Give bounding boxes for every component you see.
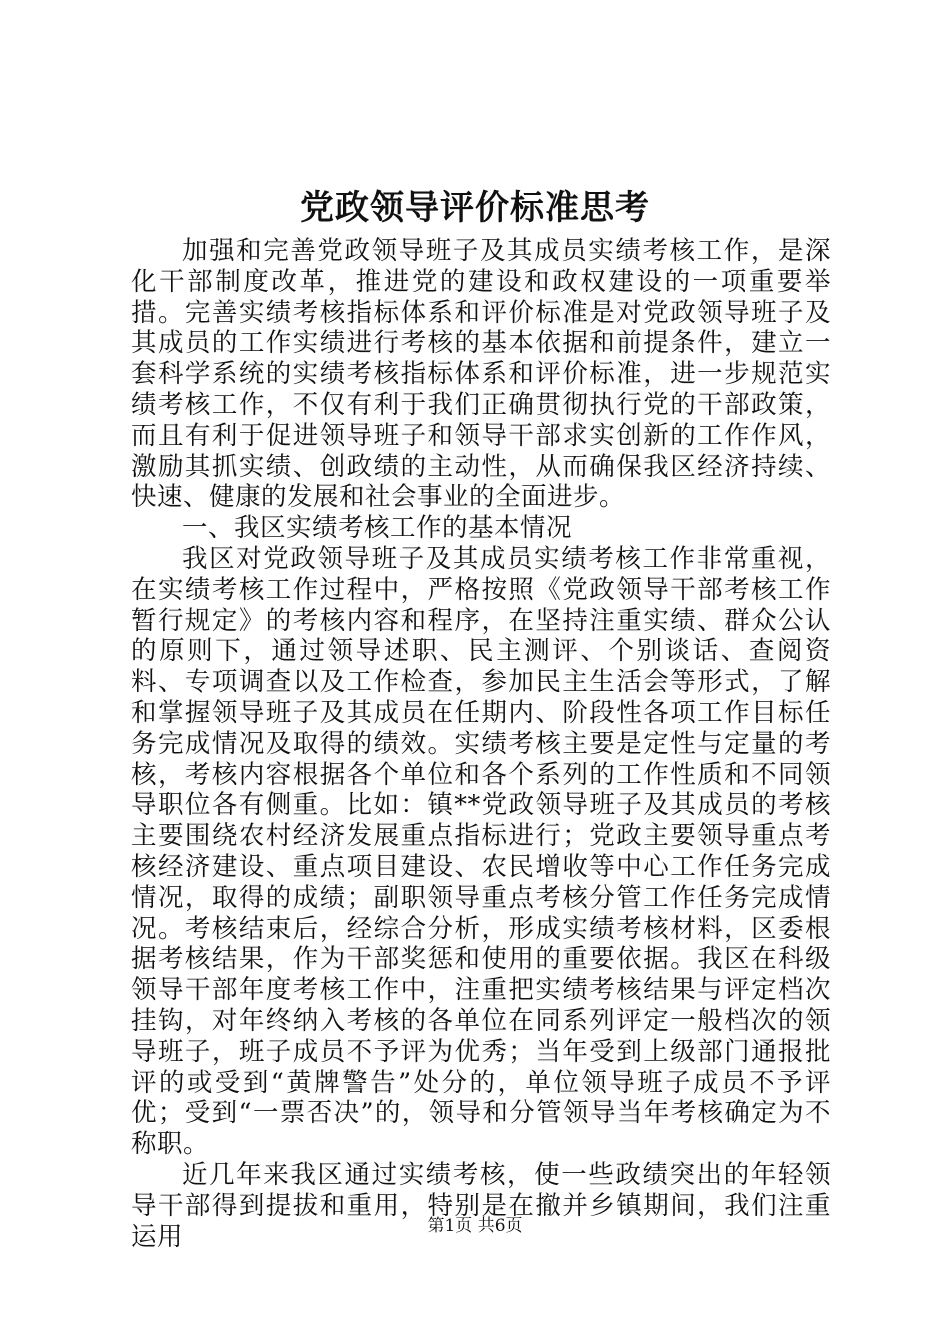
document-title: 党政领导评价标准思考	[300, 188, 650, 228]
body-paragraph: 我区对党政领导班子及其成员实绩考核工作非常重视，在实绩考核工作过程中，严格按照《党政领导干部考核工作暂行规定》的考核内容和程序，在坚持注重实绩、群众公认的原则下，通过领导述职、民主测评、个别谈话、查阅资料、专项调查以及工作检查，参加民主生活会等形式，了解和掌握领导班子及其成员在任期内、阶段性各项工作目标任务完成情况及取得的绩效。实绩考核主要是定性与定量的考核，考核内容根据各个单位和各个系列的工作性质和不同领导职位各有侧重。比如：镇**党政领导班子及其成员的考核主要围绕农村经济发展重点指标进行；党政主要领导重点考核经济建设、重点项目建设、农民增收等中心工作任务完成情况，取得的成绩；副职领导重点考核分管工作任务完成情况。考核结束后，经综合分析，形成实绩考核材料，区委根据考核结果，作为干部奖惩和使用的重要依据。我区在科级领导干部年度考核工作中，注重把实绩考核结果与评定档次挂钩，对年终纳入考核的各单位在同系列评定一般档次的领导班子，班子成员不予评为优秀；当年受到上级部门通报批评的或受到“黄牌警告”处分的，单位领导班子成员不予评优；受到“一票否决”的，领导和分管领导当年考核确定为不称职。	[131, 543, 831, 1160]
document-body	[131, 236, 831, 1252]
intro-paragraph: 加强和完善党政领导班子及其成员实绩考核工作，是深化干部制度改革，推进党的建设和政权建设的一项重要举措。完善实绩考核指标体系和评价标准是对党政领导班子及其成员的工作实绩进行考核的基本依据和前提条件，建立一套科学系统的实绩考核指标体系和评价标准，进一步规范实绩考核工作，不仅有利于我们正确贯彻执行党的干部政策，而且有利于促进领导班子和领导干部求实创新的工作作风，激励其抓实绩、创政绩的主动性，从而确保我区经济持续、快速、健康的发展和社会事业的全面进步。	[131, 236, 831, 513]
body-paragraph: 近几年来我区通过实绩考核，使一些政绩突出的年轻领导干部得到提拔和重用，特别是在撤并乡镇期间，我们注重运用	[131, 1159, 831, 1252]
page-footer: 第1页 共6页	[427, 1216, 523, 1236]
section-heading: 一、我区实绩考核工作的基本情况	[182, 513, 573, 544]
